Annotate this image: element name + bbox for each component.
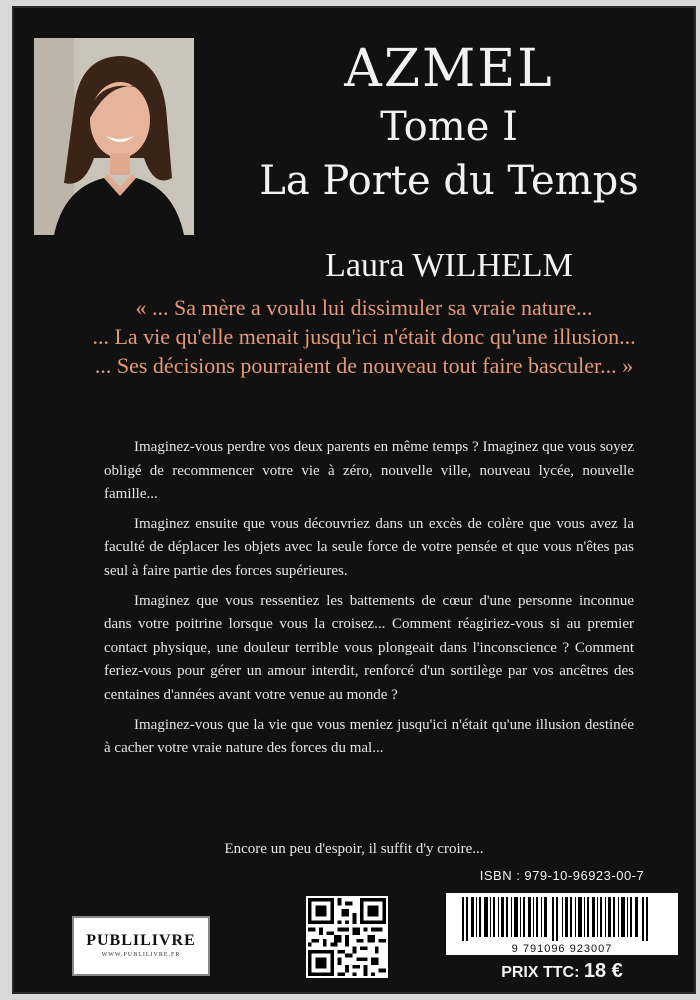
book-title-block xyxy=(214,40,684,208)
price xyxy=(444,960,680,983)
tagline: Encore un peu d'espoir, il suffit d'y croire... xyxy=(224,841,484,857)
barcode-digits: 9 791096 923007 xyxy=(446,943,678,955)
book-subtitle: La Porte du Temps xyxy=(259,158,639,204)
publisher-url: WWW.PUBLILIVRE.FR xyxy=(101,952,181,958)
blurb xyxy=(104,436,634,767)
quote-line: ... Ses décisions pourraient de nouveau tout faire basculer... » xyxy=(94,353,634,378)
price-label: PRIX TTC: xyxy=(501,964,580,981)
blurb-paragraph: Imaginez ensuite que vous découvriez dans un excès de colère que vous avez la faculté de déplacer les objets avec la seule force de votre pensée et que vous n'êtes pas seul à faire partie des forces supérieures. xyxy=(104,515,634,579)
quote-line: « ... Sa mère a voulu lui dissimuler sa vraie nature... xyxy=(135,295,593,320)
publisher-logo xyxy=(72,916,210,976)
book-title: AZMEL xyxy=(344,39,554,99)
quote-line: ... La vie qu'elle menait jusqu'ici n'était donc qu'une illusion... xyxy=(92,324,636,349)
price-amount: 18 € xyxy=(583,960,623,982)
author-name: Laura WILHELM xyxy=(325,247,573,284)
book-back-cover xyxy=(14,8,694,992)
barcode-icon xyxy=(446,893,678,955)
book-tome: Tome I xyxy=(380,104,518,150)
blurb-paragraph: Imaginez-vous que la vie que vous meniez jusqu'ici n'était qu'une illusion destinée à cacher votre vraie nature des forces du mal... xyxy=(104,716,634,757)
isbn: ISBN : 979-10-96923-00-7 xyxy=(479,868,645,883)
qr-code-icon xyxy=(306,896,388,978)
teaser-quotes xyxy=(44,293,684,380)
publisher-name: PUBLILIVRE xyxy=(86,932,196,949)
author-photo xyxy=(34,38,194,235)
blurb-paragraph: Imaginez-vous perdre vos deux parents en même temps ? Imaginez que vous soyez obligé de recommencer votre vie à zéro, nouvelle ville, nouveau lycée, nouvelle famille... xyxy=(104,439,634,503)
blurb-paragraph: Imaginez que vous ressentiez les battements de cœur d'une personne inconnue dans votre poitrine lorsque vous la croisez... Comment réagiriez-vous si au premier contact physique, une douleur terrible vous plongeait dans l'inconscience ? Comment feriez-vous pour gérer un amour interdit, renforcé d'un sortilège par vos ancêtres des centaines d'années avant votre venue au monde ? xyxy=(104,592,634,703)
